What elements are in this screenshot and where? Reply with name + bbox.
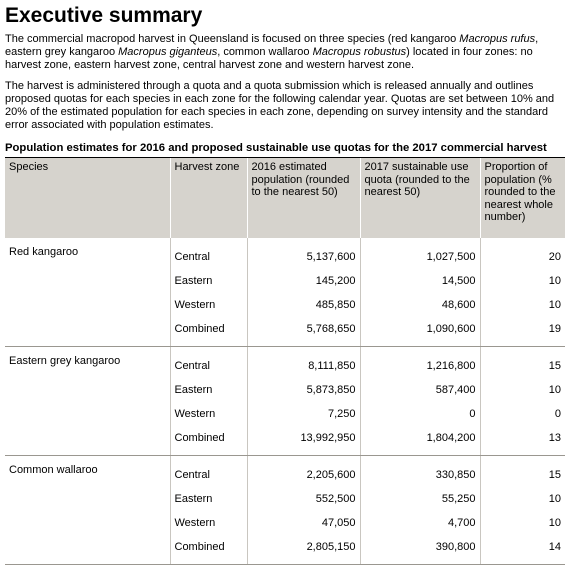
- quota-cell: 55,250: [360, 488, 480, 512]
- species-latin-name: Macropus robustus: [312, 46, 407, 58]
- quota-cell: 587,400: [360, 379, 480, 403]
- species-cell: [5, 536, 170, 565]
- header-population: 2016 estimated population (rounded to the nearest 50): [247, 158, 360, 238]
- zone-cell: Combined: [170, 536, 247, 565]
- table-row: [5, 512, 565, 536]
- species-cell: Eastern grey kangaroo: [9, 354, 121, 367]
- table-row: [5, 379, 565, 403]
- quota-cell: 330,850: [360, 455, 480, 488]
- table-caption: Population estimates for 2016 and proposed sustainable use quotas for the 2017 commercial harvest: [5, 142, 547, 154]
- table-row: [5, 488, 565, 512]
- header-quota: 2017 sustainable use quota (rounded to the nearest 50): [360, 158, 480, 238]
- table-row: [5, 536, 565, 565]
- species-latin-name: Macropus rufus: [459, 33, 536, 45]
- species-cell: [5, 294, 170, 318]
- table-row: [5, 427, 565, 456]
- proportion-cell: 10: [480, 488, 565, 512]
- proportion-cell: 10: [480, 512, 565, 536]
- population-cell: 8,111,850: [247, 346, 360, 379]
- proportion-cell: 15: [480, 455, 565, 488]
- population-cell: 2,805,150: [247, 536, 360, 565]
- zone-cell: Western: [170, 512, 247, 536]
- population-cell: 7,250: [247, 403, 360, 427]
- zone-cell: Combined: [170, 427, 247, 456]
- proportion-cell: 15: [480, 346, 565, 379]
- quota-cell: 14,500: [360, 270, 480, 294]
- population-cell: 2,205,600: [247, 455, 360, 488]
- paragraph-text: , eastern grey kangaroo: [5, 33, 539, 58]
- population-cell: 552,500: [247, 488, 360, 512]
- zone-cell: Western: [170, 294, 247, 318]
- paragraph-text: , common wallaroo: [217, 46, 313, 58]
- population-cell: 5,768,650: [247, 318, 360, 347]
- population-cell: 485,850: [247, 294, 360, 318]
- species-cell: [5, 379, 170, 403]
- proportion-cell: 10: [480, 270, 565, 294]
- intro-paragraph: [5, 33, 565, 72]
- quota-cell: 1,027,500: [360, 238, 480, 270]
- quota-cell: 1,090,600: [360, 318, 480, 347]
- proportion-cell: 0: [480, 403, 565, 427]
- population-cell: 13,992,950: [247, 427, 360, 456]
- header-species: Species: [5, 158, 170, 238]
- population-cell: 5,137,600: [247, 238, 360, 270]
- table-row: [5, 403, 565, 427]
- header-harvest-zone: Harvest zone: [170, 158, 247, 238]
- table-row: [5, 346, 565, 379]
- table-row: [5, 318, 565, 347]
- species-latin-name: Macropus giganteus: [118, 46, 218, 58]
- species-cell: Red kangaroo: [9, 245, 79, 258]
- zone-cell: Central: [170, 455, 247, 488]
- species-cell: [5, 403, 170, 427]
- population-quota-table: [5, 158, 565, 565]
- zone-cell: Eastern: [170, 379, 247, 403]
- harvest-paragraph: The harvest is administered through a quota and a quota submission which is released annually and outlines proposed quotas for each species in each zone for the following calendar year. Quotas are set between 10% and 20% of the estimated population for each species in each zone, depending on survey intensity and the standard error associated with population estimates.: [5, 80, 555, 131]
- table-body: [5, 238, 565, 565]
- table-header-row: [5, 158, 565, 238]
- table-row: [5, 294, 565, 318]
- proportion-cell: 19: [480, 318, 565, 347]
- species-cell: [5, 488, 170, 512]
- population-cell: 47,050: [247, 512, 360, 536]
- population-cell: 145,200: [247, 270, 360, 294]
- species-cell: Common wallaroo: [9, 463, 98, 476]
- species-cell: [5, 512, 170, 536]
- proportion-cell: 13: [480, 427, 565, 456]
- quota-cell: 1,216,800: [360, 346, 480, 379]
- zone-cell: Eastern: [170, 488, 247, 512]
- zone-cell: Central: [170, 238, 247, 270]
- zone-cell: Eastern: [170, 270, 247, 294]
- header-proportion: Proportion of population (% rounded to the nearest whole number): [480, 158, 565, 238]
- proportion-cell: 20: [480, 238, 565, 270]
- table-row: [5, 238, 565, 270]
- table-row: [5, 455, 565, 488]
- proportion-cell: 14: [480, 536, 565, 565]
- population-cell: 5,873,850: [247, 379, 360, 403]
- proportion-cell: 10: [480, 379, 565, 403]
- zone-cell: Western: [170, 403, 247, 427]
- species-cell: [5, 270, 170, 294]
- quota-cell: 1,804,200: [360, 427, 480, 456]
- zone-cell: Central: [170, 346, 247, 379]
- quota-cell: 4,700: [360, 512, 480, 536]
- quota-cell: 48,600: [360, 294, 480, 318]
- species-cell: [5, 318, 170, 347]
- quota-cell: 0: [360, 403, 480, 427]
- species-cell: [5, 427, 170, 456]
- proportion-cell: 10: [480, 294, 565, 318]
- quota-cell: 390,800: [360, 536, 480, 565]
- table-row: [5, 270, 565, 294]
- page-title: Executive summary: [5, 4, 203, 27]
- paragraph-text: The commercial macropod harvest in Queensland is focused on three species (red kangaroo: [5, 33, 460, 45]
- zone-cell: Combined: [170, 318, 247, 347]
- paragraph-text: ) located in four zones: no harvest zone, eastern harvest zone, central harvest zone and western harvest zone.: [5, 46, 533, 71]
